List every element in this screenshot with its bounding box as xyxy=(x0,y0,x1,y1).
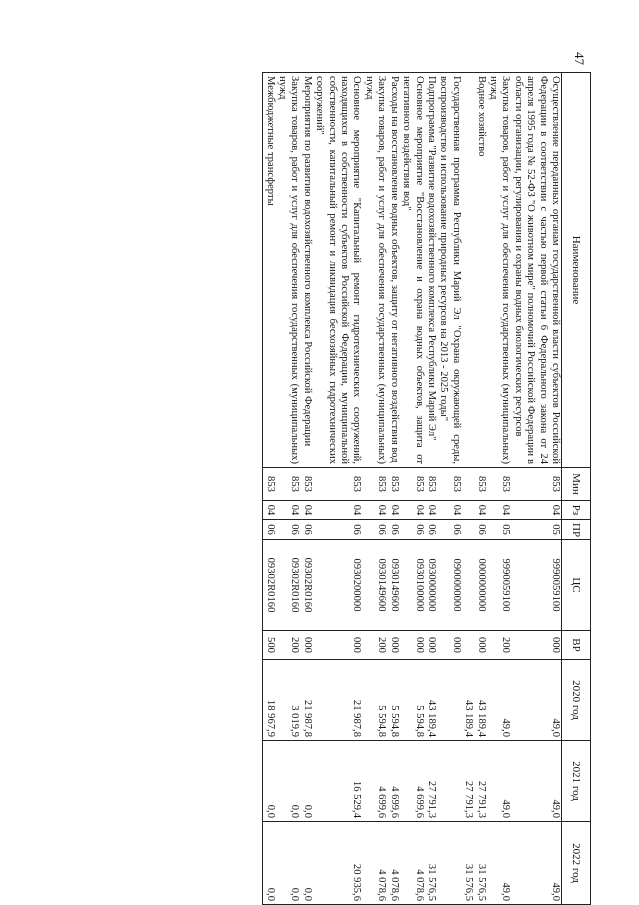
row-y2020 xyxy=(437,660,462,741)
row-y2021 xyxy=(313,741,363,822)
row-y2022 xyxy=(437,822,462,905)
amount-value: 5 594,8 xyxy=(388,705,400,737)
amount-value: 0,0 xyxy=(301,804,313,818)
row-vr: 000 xyxy=(400,631,425,660)
amount-value: 27 791,3 xyxy=(425,780,437,818)
row-y2021 xyxy=(437,741,462,822)
row-name: Межбюджетные трансферты xyxy=(263,73,276,468)
row-cs: 0930149600 xyxy=(387,540,399,631)
amount-value: 4 699,6 xyxy=(413,786,425,818)
row-y2021 xyxy=(511,741,561,822)
row-rz: 04 xyxy=(313,501,363,520)
row-vr: 000 xyxy=(300,631,312,660)
row-min: 853 xyxy=(313,468,363,501)
row-rz: 04 xyxy=(263,501,276,520)
amount-value: 27 791,3 xyxy=(463,780,475,818)
row-rz: 04 xyxy=(425,501,437,520)
row-y2021 xyxy=(263,741,276,822)
amount-value: 5 594,8 xyxy=(413,705,425,737)
table-row xyxy=(400,73,425,905)
row-y2020 xyxy=(263,660,276,741)
amount-value: 4 699,6 xyxy=(376,786,388,818)
row-pr: 06 xyxy=(276,520,301,540)
amount-value: 0,0 xyxy=(264,887,276,901)
row-y2022 xyxy=(462,822,487,905)
amount-value: 0,0 xyxy=(264,804,276,818)
amount-value: 4 078,6 xyxy=(388,869,400,901)
row-rz: 04 xyxy=(462,501,487,520)
amount-value: 0,0 xyxy=(289,804,301,818)
row-min: 853 xyxy=(511,468,561,501)
amount-value: 43 189,4 xyxy=(475,699,487,737)
amount-value: 49,0 xyxy=(500,882,512,901)
row-cs: 9990059100 xyxy=(511,540,561,631)
row-pr: 06 xyxy=(437,520,462,540)
row-cs: 0930149600 xyxy=(363,540,388,631)
amount-value: 4 699,6 xyxy=(388,786,400,818)
row-min: 853 xyxy=(363,468,388,501)
row-name: Расходы на восстановление водных объектов, защиту от негативного воздействия вод xyxy=(387,73,399,468)
amount-value: 43 189,4 xyxy=(463,699,475,737)
budget-table xyxy=(262,72,591,905)
row-vr: 000 xyxy=(387,631,399,660)
row-y2020 xyxy=(387,660,399,741)
row-y2022 xyxy=(511,822,561,905)
row-y2022 xyxy=(276,822,301,905)
row-rz: 04 xyxy=(437,501,462,520)
row-cs: 0930200000 xyxy=(313,540,363,631)
row-min: 853 xyxy=(425,468,437,501)
row-min: 853 xyxy=(263,468,276,501)
row-y2021 xyxy=(300,741,312,822)
amount-value: 49,0 xyxy=(500,799,512,818)
page-number: 47 xyxy=(572,52,587,65)
row-name: Закупка товаров, работ и услуг для обеспечения государственных (муниципальных) нужд xyxy=(487,73,512,468)
row-pr: 06 xyxy=(400,520,425,540)
header-2020: 2020 год xyxy=(562,660,591,741)
row-vr: 000 xyxy=(437,631,462,660)
row-name: Основное мероприятие "Капитальный ремонт гидротехнических сооружений, находящихся в собственности субъектов Российской Федерации, муниципальной собственности, капитальный ремонт и ликвидация бесхозяйных гидротехнических сооружений" xyxy=(313,73,363,468)
table-row xyxy=(313,73,363,905)
row-vr: 200 xyxy=(363,631,388,660)
row-pr: 06 xyxy=(425,520,437,540)
row-pr: 06 xyxy=(263,520,276,540)
row-min: 853 xyxy=(437,468,462,501)
amount-value: 43 189,4 xyxy=(425,699,437,737)
row-cs: 09302R0160 xyxy=(276,540,301,631)
table-row xyxy=(387,73,399,905)
row-vr: 000 xyxy=(462,631,487,660)
row-min: 853 xyxy=(387,468,399,501)
row-y2021 xyxy=(276,741,301,822)
amount-value: 0,0 xyxy=(301,887,313,901)
row-y2020 xyxy=(511,660,561,741)
row-cs: 0930100000 xyxy=(400,540,425,631)
row-y2020 xyxy=(462,660,487,741)
amount-value: 5 594,8 xyxy=(376,705,388,737)
amount-value: 49,0 xyxy=(550,799,561,818)
row-cs: 0900000000 xyxy=(437,540,462,631)
table-row xyxy=(300,73,312,905)
row-y2022 xyxy=(425,822,437,905)
row-name: Мероприятия по развитию водохозяйственного комплекса Российской Федерации xyxy=(300,73,312,468)
amount-value: 4 078,6 xyxy=(376,869,388,901)
amount-value: 20 935,6 xyxy=(351,863,363,901)
amount-value: 21 987,8 xyxy=(351,699,363,737)
rotated-page xyxy=(85,72,591,904)
amount-value: 31 576,5 xyxy=(463,863,475,901)
row-vr: 000 xyxy=(425,631,437,660)
row-y2021 xyxy=(425,741,437,822)
row-min: 853 xyxy=(276,468,301,501)
amount-value: 18 967,9 xyxy=(264,699,276,737)
row-y2021 xyxy=(487,741,512,822)
row-pr: 06 xyxy=(387,520,399,540)
row-name: Осуществление переданных органам государственной власти субъектов Российской Федерации в соответствии с частью первой статьи 6 Федерального закона от 24 апреля 1995 года № 52-ФЗ "О животном мире" полномочий Российской Федерации в области организации, регулирования и охраны водных биологических ресурсов xyxy=(511,73,561,468)
row-rz: 04 xyxy=(487,501,512,520)
row-cs: 9990059100 xyxy=(487,540,512,631)
row-name: Подпрограмма "Развитие водохозяйственного комплекса Республики Марий Эл" xyxy=(425,73,437,468)
row-min: 853 xyxy=(487,468,512,501)
row-rz: 04 xyxy=(387,501,399,520)
header-rz: Рз xyxy=(562,501,591,520)
row-pr: 05 xyxy=(511,520,561,540)
row-y2021 xyxy=(462,741,487,822)
header-pr: ПР xyxy=(562,520,591,540)
row-y2020 xyxy=(300,660,312,741)
row-y2022 xyxy=(387,822,399,905)
table-row xyxy=(276,73,301,905)
row-y2022 xyxy=(487,822,512,905)
header-2021: 2021 год xyxy=(562,741,591,822)
row-rz: 04 xyxy=(276,501,301,520)
row-y2020 xyxy=(313,660,363,741)
amount-value: 4 078,6 xyxy=(413,869,425,901)
amount-value: 3 019,9 xyxy=(289,705,301,737)
row-name: Закупка товаров, работ и услуг для обеспечения государственных (муниципальных) нужд xyxy=(276,73,301,468)
row-pr: 06 xyxy=(313,520,363,540)
row-pr: 05 xyxy=(487,520,512,540)
row-y2020 xyxy=(425,660,437,741)
table-row xyxy=(487,73,512,905)
amount-value: 49,0 xyxy=(500,718,512,737)
amount-value: 21 987,8 xyxy=(301,699,313,737)
row-y2022 xyxy=(313,822,363,905)
row-name: Водное хозяйство xyxy=(462,73,487,468)
row-y2021 xyxy=(363,741,388,822)
row-min: 853 xyxy=(400,468,425,501)
amount-value: 49,0 xyxy=(550,882,561,901)
table-row xyxy=(263,73,276,905)
header-name: Наименование xyxy=(562,73,591,468)
table-row xyxy=(437,73,462,905)
row-cs: 0930000000 xyxy=(425,540,437,631)
amount-value: 16 529,4 xyxy=(351,780,363,818)
row-y2021 xyxy=(400,741,425,822)
table-row xyxy=(511,73,561,905)
row-y2020 xyxy=(487,660,512,741)
row-y2022 xyxy=(363,822,388,905)
row-name: Закупка товаров, работ и услуг для обеспечения государственных (муниципальных) нужд xyxy=(363,73,388,468)
amount-value: 49,0 xyxy=(550,718,561,737)
table-row xyxy=(462,73,487,905)
row-rz: 04 xyxy=(363,501,388,520)
amount-value: 31 576,5 xyxy=(475,863,487,901)
row-name: Государственная программа Республики Марий Эл "Охрана окружающей среды, воспроизводство и использование природных ресурсов на 2013 - 2025 годы" xyxy=(437,73,462,468)
header-2022: 2022 год xyxy=(562,822,591,905)
row-min: 853 xyxy=(462,468,487,501)
row-y2022 xyxy=(400,822,425,905)
table-header-row xyxy=(562,73,591,905)
amount-value: 0,0 xyxy=(289,887,301,901)
row-vr: 500 xyxy=(263,631,276,660)
row-rz: 04 xyxy=(400,501,425,520)
row-y2020 xyxy=(363,660,388,741)
header-cs: ЦС xyxy=(562,540,591,631)
row-cs: 0000000000 xyxy=(462,540,487,631)
row-vr: 200 xyxy=(276,631,301,660)
header-min: Мин xyxy=(562,468,591,501)
row-y2020 xyxy=(276,660,301,741)
row-rz: 04 xyxy=(300,501,312,520)
row-pr: 06 xyxy=(462,520,487,540)
amount-value: 31 576,5 xyxy=(425,863,437,901)
row-y2022 xyxy=(300,822,312,905)
row-min: 853 xyxy=(300,468,312,501)
row-vr: 000 xyxy=(313,631,363,660)
table-body xyxy=(263,73,562,905)
row-pr: 06 xyxy=(363,520,388,540)
header-vr: ВР xyxy=(562,631,591,660)
row-cs: 09302R0160 xyxy=(263,540,276,631)
row-y2022 xyxy=(263,822,276,905)
amount-value: 27 791,3 xyxy=(475,780,487,818)
row-vr: 200 xyxy=(487,631,512,660)
row-cs: 09302R0160 xyxy=(300,540,312,631)
row-name: Основное мероприятие "Восстановление и охрана водных объектов, защита от негативного воздействия вод" xyxy=(400,73,425,468)
table-row xyxy=(363,73,388,905)
row-pr: 06 xyxy=(300,520,312,540)
table-row xyxy=(425,73,437,905)
row-y2020 xyxy=(400,660,425,741)
row-rz: 04 xyxy=(511,501,561,520)
row-vr: 000 xyxy=(511,631,561,660)
row-y2021 xyxy=(387,741,399,822)
